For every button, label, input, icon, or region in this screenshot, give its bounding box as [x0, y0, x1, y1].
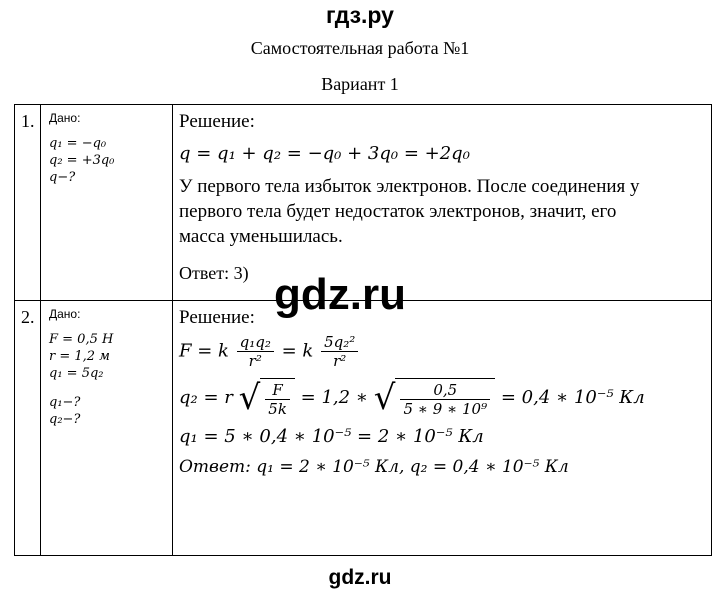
- fraction: [400, 381, 490, 418]
- variant-label: Вариант 1: [321, 74, 399, 94]
- fraction-numerator: 0,5: [400, 381, 490, 400]
- formula-part: q₂ = r: [179, 387, 233, 408]
- formula-part: = 0,4 ∗ 10⁻⁵ Кл: [500, 387, 645, 408]
- find-item: q₂−?: [49, 412, 81, 427]
- task-number: 2.: [15, 301, 41, 555]
- fraction: [237, 333, 274, 370]
- formula-part: = k: [281, 340, 314, 362]
- solution-label: Решение:: [179, 111, 255, 132]
- explanation-line: У первого тела избыток электронов. После соединения у: [179, 176, 640, 197]
- watermark: gdz.ru: [274, 270, 406, 319]
- coulomb-formula: [179, 333, 711, 370]
- task-number: 1.: [15, 105, 41, 300]
- explanation-line: первого тела будет недостаток электронов, значит, его: [179, 201, 617, 222]
- formula-part: F = k: [179, 340, 229, 362]
- solution-cell: [173, 105, 711, 300]
- fraction-denominator: r²: [333, 352, 347, 370]
- q2-formula: [179, 378, 711, 418]
- given-item: q−?: [49, 170, 76, 185]
- given-cell: [41, 301, 173, 555]
- given-cell: [41, 105, 173, 300]
- given-label: Дано:: [49, 111, 81, 125]
- root-sign-icon: √: [373, 378, 396, 418]
- solution-cell: [173, 301, 711, 555]
- given-item: q₁ = −q₀: [49, 136, 107, 151]
- given-item: q₁ = 5q₂: [49, 366, 104, 381]
- charge-formula: q = q₁ + q₂ = −q₀ + 3q₀ = +2q₀: [179, 143, 470, 164]
- fraction-denominator: 5 ∗ 9 ∗ 10⁹: [403, 400, 488, 418]
- task-row-2: [15, 301, 711, 555]
- fraction-denominator: 5k: [268, 400, 287, 418]
- site-logo-top: гдз.ру: [326, 2, 394, 28]
- fraction-numerator: 5q₂²: [321, 333, 358, 352]
- square-root: [374, 378, 495, 418]
- given-item: r = 1,2 м: [49, 349, 110, 364]
- page-title: Самостоятельная работа №1: [250, 38, 470, 58]
- fraction: [265, 381, 290, 418]
- formula-part: = 1,2 ∗: [300, 387, 369, 408]
- find-item: q₁−?: [49, 395, 81, 410]
- root-sign-icon: √: [238, 378, 261, 418]
- answer-text: Ответ: q₁ = 2 ∗ 10⁻⁵ Кл, q₂ = 0,4 ∗ 10⁻⁵ Кл: [179, 457, 569, 477]
- fraction-numerator: F: [265, 381, 290, 400]
- fraction-numerator: q₁q₂: [237, 333, 274, 352]
- solution-label: Решение:: [179, 307, 255, 328]
- fraction-denominator: r²: [248, 352, 262, 370]
- square-root: [239, 378, 295, 418]
- site-logo-bottom: gdz.ru: [328, 566, 392, 589]
- explanation-line: масса уменьшилась.: [179, 226, 343, 247]
- answer-text: Ответ: 3): [179, 263, 249, 283]
- given-item: F = 0,5 Н: [49, 332, 114, 347]
- q1-formula: q₁ = 5 ∗ 0,4 ∗ 10⁻⁵ = 2 ∗ 10⁻⁵ Кл: [179, 426, 484, 447]
- given-label: Дано:: [49, 307, 81, 321]
- given-item: q₂ = +3q₀: [49, 153, 115, 168]
- solutions-table: [14, 104, 712, 556]
- fraction: [321, 333, 358, 370]
